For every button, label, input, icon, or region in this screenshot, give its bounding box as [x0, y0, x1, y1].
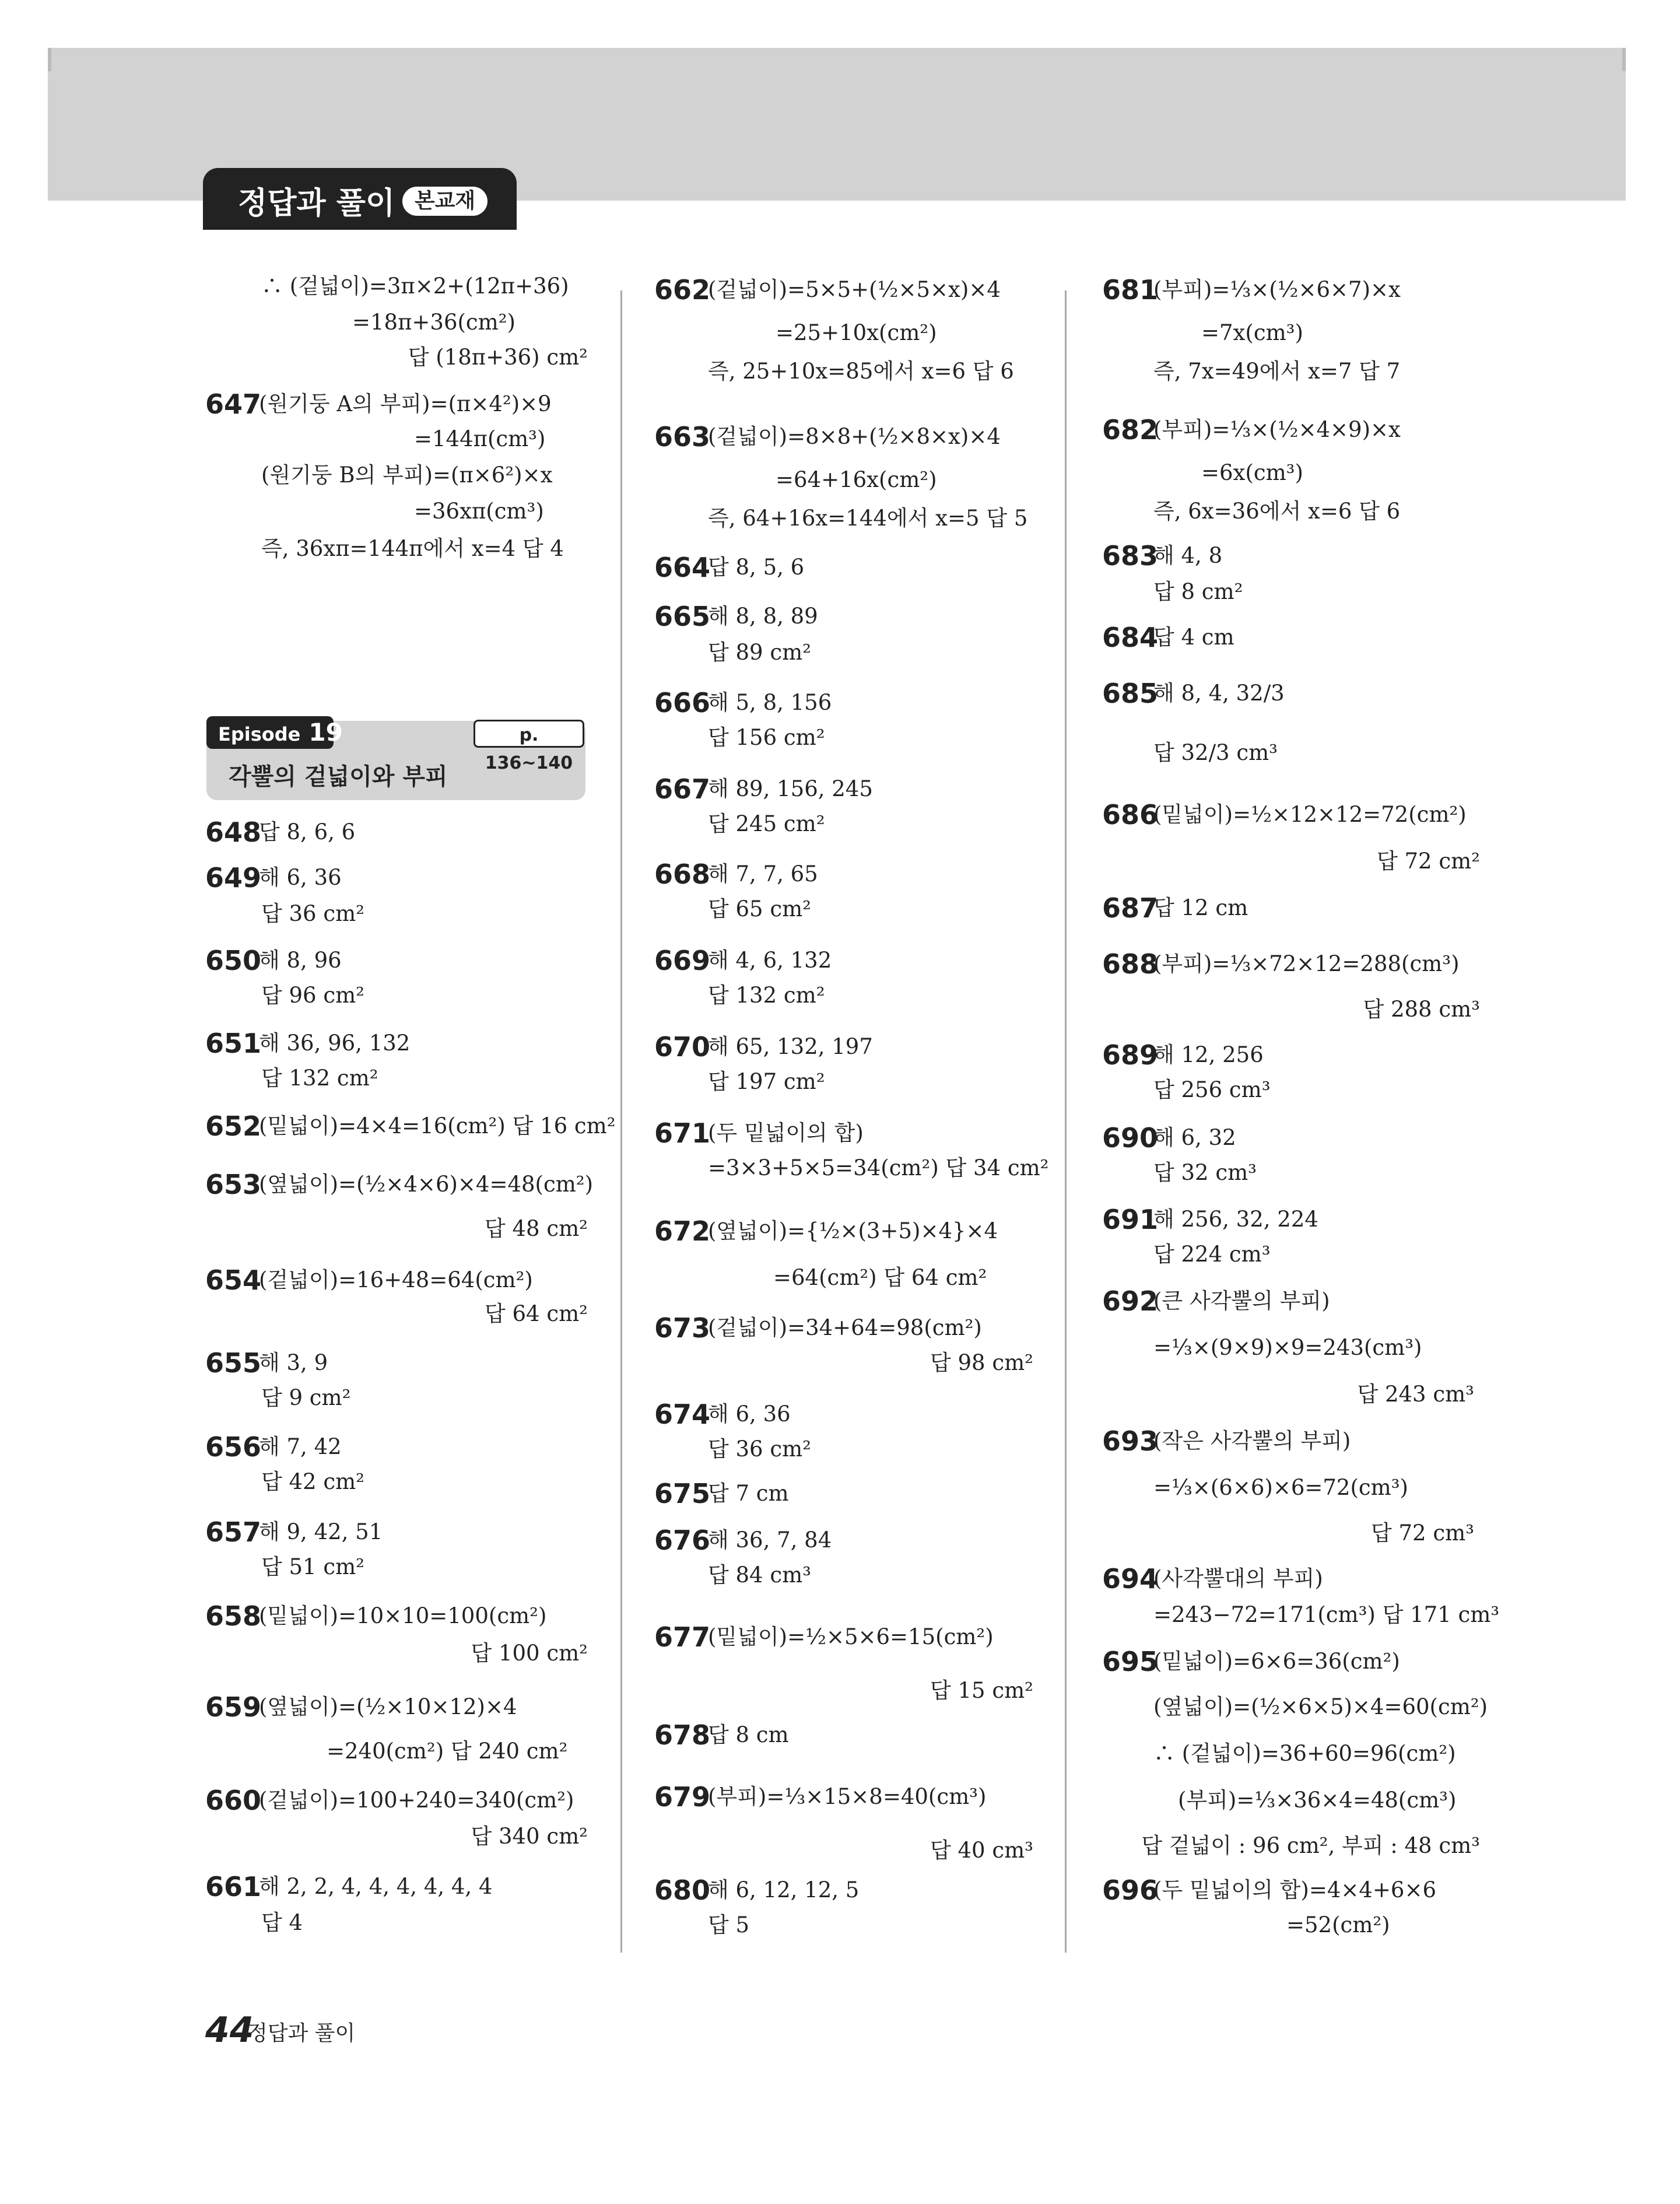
- solution-continuation: 답 64 cm²: [485, 1301, 588, 1326]
- problem-number: 673: [654, 1312, 711, 1344]
- problem-number: 660: [205, 1785, 262, 1816]
- problem-number: 668: [654, 859, 711, 890]
- solution-continuation: 답 51 cm²: [261, 1554, 364, 1579]
- solution-continuation: =6x(cm³): [1201, 460, 1303, 485]
- solution-continuation: 답 9 cm²: [261, 1385, 351, 1410]
- solution-continuation: 답 5: [708, 1912, 750, 1937]
- solution-continuation: (부피)=⅓×36×4=48(cm³): [1178, 1788, 1457, 1813]
- solution-line: (원기둥 A의 부피)=(π×4²)×9: [259, 391, 552, 416]
- problem-number: 694: [1102, 1563, 1159, 1595]
- column-divider: [1065, 290, 1067, 1953]
- solution-continuation: 답 245 cm²: [708, 811, 825, 836]
- problem-number: 672: [654, 1215, 711, 1247]
- solution-line: (부피)=⅓×(½×6×7)×x: [1153, 277, 1401, 302]
- solution-line: 해 6, 36: [259, 865, 342, 890]
- solution-continuation: =243−72=171(cm³) 답 171 cm³: [1153, 1602, 1500, 1627]
- crop-mark: [1622, 48, 1626, 71]
- solution-continuation: =36xπ(cm³): [414, 499, 544, 524]
- solution-line: 답 7 cm: [708, 1481, 789, 1506]
- page-number: 44: [205, 2010, 254, 2051]
- solution-continuation: =240(cm²) 답 240 cm²: [327, 1739, 568, 1764]
- problem-number: 659: [205, 1691, 262, 1723]
- footer-text: 정답과 풀이: [247, 2021, 356, 2045]
- solution-line: 해 256, 32, 224: [1153, 1207, 1318, 1232]
- problem-number: 683: [1102, 540, 1159, 572]
- problem-number: 665: [654, 601, 711, 632]
- solution-line: (옆넓이)={½×(3+5)×4}×4: [708, 1218, 998, 1243]
- problem-number: 655: [205, 1347, 262, 1379]
- problem-number: 648: [205, 817, 262, 848]
- solution-continuation: =18π+36(cm²): [352, 310, 515, 335]
- problem-number: 657: [205, 1516, 262, 1548]
- problem-number: 663: [654, 421, 711, 453]
- problem-number: 682: [1102, 414, 1159, 446]
- solution-continuation: 답 243 cm³: [1357, 1382, 1474, 1407]
- problem-number: 681: [1102, 274, 1159, 306]
- episode-tag: [206, 716, 343, 749]
- problem-number: 661: [205, 1871, 262, 1902]
- solution-continuation: =7x(cm³): [1201, 320, 1303, 345]
- solution-line: 해 12, 256: [1153, 1042, 1264, 1067]
- solution-continuation: 답 4: [261, 1910, 303, 1935]
- solution-continuation: 답 36 cm²: [708, 1436, 811, 1462]
- problem-number: 667: [654, 773, 711, 805]
- solution-continuation: 답 100 cm²: [471, 1641, 588, 1666]
- problem-number: 651: [205, 1028, 262, 1059]
- problem-number: 669: [654, 945, 711, 976]
- solution-continuation: 즉, 64+16x=144에서 x=5 답 5: [708, 506, 1028, 531]
- solution-continuation: 답 8 cm²: [1153, 579, 1243, 604]
- solution-continuation: 답 65 cm²: [708, 896, 811, 921]
- solution-line: 답 12 cm: [1153, 895, 1248, 920]
- tab-notch: [168, 201, 203, 230]
- problem-number: 685: [1102, 678, 1159, 709]
- solution-line: 해 6, 32: [1153, 1125, 1236, 1150]
- solution-continuation: 즉, 7x=49에서 x=7 답 7: [1153, 359, 1401, 384]
- solution-line: 해 4, 8: [1153, 543, 1223, 568]
- solution-line: (두 밑넓이의 합)=4×4+6×6: [1153, 1877, 1437, 1902]
- problem-number: 684: [1102, 622, 1159, 653]
- solution-line: 해 8, 8, 89: [708, 604, 818, 629]
- problem-number: 676: [654, 1525, 711, 1556]
- problem-number: 688: [1102, 948, 1159, 980]
- solution-continuation: 즉, 25+10x=85에서 x=6 답 6: [708, 359, 1014, 384]
- solution-line: 해 8, 96: [259, 948, 342, 973]
- solution-line: (밑넓이)=6×6=36(cm²): [1153, 1649, 1400, 1674]
- problem-number: 658: [205, 1600, 262, 1632]
- solution-line: 해 7, 42: [259, 1434, 342, 1459]
- solution-continuation: 답 96 cm²: [261, 983, 364, 1008]
- problem-number: 696: [1102, 1874, 1159, 1906]
- problem-number: 695: [1102, 1646, 1159, 1677]
- solution-continuation: (원기둥 B의 부피)=(π×6²)×x: [261, 462, 553, 488]
- solution-continuation: 답 32 cm³: [1153, 1160, 1257, 1185]
- solution-continuation: 답 (18π+36) cm²: [408, 345, 588, 370]
- solution-continuation: =64(cm²) 답 64 cm²: [773, 1265, 987, 1290]
- solution-line: (밑넓이)=4×4=16(cm²) 답 16 cm²: [259, 1113, 616, 1138]
- solution-line: (부피)=⅓×(½×4×9)×x: [1153, 417, 1401, 442]
- solution-line: 해 5, 8, 156: [708, 690, 832, 715]
- solution-line: (작은 사각뿔의 부피): [1153, 1428, 1351, 1453]
- solution-line: 해 3, 9: [259, 1350, 328, 1375]
- solution-continuation: 답 256 cm³: [1153, 1077, 1271, 1102]
- problem-number: 686: [1102, 799, 1159, 831]
- solution-line: 해 65, 132, 197: [708, 1034, 873, 1059]
- solution-continuation: (옆넓이)=(½×6×5)×4=60(cm²): [1153, 1694, 1488, 1719]
- solution-line: 해 8, 4, 32/3: [1153, 681, 1285, 706]
- solution-continuation: 답 84 cm³: [708, 1562, 811, 1588]
- problem-number: 680: [654, 1874, 711, 1906]
- solution-continuation: =64+16x(cm²): [776, 467, 937, 492]
- solution-line: (사각뿔대의 부피): [1153, 1566, 1323, 1591]
- problem-number: 675: [654, 1478, 711, 1509]
- page-title: 정답과 풀이: [238, 186, 395, 221]
- solution-continuation: 즉, 6x=36에서 x=6 답 6: [1153, 499, 1401, 524]
- solution-line: 해 6, 36: [708, 1401, 791, 1427]
- episode-pages: p. 136~140: [474, 720, 584, 748]
- solution-line: (겉넓이)=8×8+(½×8×x)×4: [708, 424, 1001, 449]
- problem-number: 664: [654, 552, 711, 583]
- problem-number: 670: [654, 1031, 711, 1063]
- solution-line: (겉넓이)=34+64=98(cm²): [708, 1315, 982, 1340]
- solution-continuation: 답 72 cm²: [1377, 849, 1480, 874]
- episode-label: Episode: [218, 723, 301, 745]
- solution-line: 답 8, 5, 6: [708, 555, 805, 580]
- solution-continuation: =144π(cm³): [414, 426, 546, 451]
- solution-line: 답 8 cm: [708, 1722, 789, 1747]
- crop-mark: [48, 48, 51, 71]
- solution-continuation: =3×3+5×5=34(cm²) 답 34 cm²: [708, 1155, 1049, 1180]
- problem-number: 678: [654, 1719, 711, 1751]
- solution-line: 해 6, 12, 12, 5: [708, 1877, 860, 1902]
- solution-line: 해 2, 2, 4, 4, 4, 4, 4, 4: [259, 1874, 493, 1899]
- episode-title: 각뿔의 겉넓이와 부피: [229, 763, 448, 790]
- solution-continuation: 답 98 cm²: [930, 1350, 1033, 1375]
- problem-number: 654: [205, 1264, 262, 1296]
- solution-line: 해 36, 96, 132: [259, 1031, 411, 1056]
- solution-continuation: ∴ (겉넓이)=36+60=96(cm²): [1153, 1741, 1456, 1766]
- problem-number: 691: [1102, 1204, 1159, 1235]
- problem-number: 674: [654, 1399, 711, 1430]
- solution-continuation: 답 32/3 cm³: [1153, 740, 1278, 765]
- solution-line: 답 4 cm: [1153, 625, 1234, 650]
- column-divider: [620, 290, 622, 1953]
- problem-number: 653: [205, 1169, 262, 1200]
- solution-line: (옆넓이)=(½×10×12)×4: [259, 1694, 517, 1719]
- tab-notch: [517, 201, 552, 230]
- problem-number: 690: [1102, 1122, 1159, 1154]
- solution-line: 해 4, 6, 132: [708, 948, 832, 973]
- episode-number: 19: [308, 718, 343, 747]
- solution-continuation: 답 224 cm³: [1153, 1242, 1271, 1267]
- solution-line: 해 36, 7, 84: [708, 1527, 832, 1553]
- solution-continuation: 답 132 cm²: [708, 983, 825, 1008]
- solution-line: (밑넓이)=½×12×12=72(cm²): [1153, 802, 1467, 827]
- problem-number: 662: [654, 274, 711, 306]
- solution-continuation: 답 89 cm²: [708, 640, 811, 665]
- problem-number: 656: [205, 1431, 262, 1463]
- solution-line: 답 8, 6, 6: [259, 819, 356, 845]
- solution-continuation: 답 40 cm³: [930, 1838, 1033, 1863]
- solution-line: (겉넓이)=16+48=64(cm²): [259, 1267, 533, 1292]
- solution-continuation: 답 288 cm³: [1363, 997, 1480, 1022]
- solution-line: (두 밑넓이의 합): [708, 1120, 864, 1145]
- solution-continuation: =⅓×(9×9)×9=243(cm³): [1153, 1335, 1422, 1360]
- solution-line: (겉넓이)=5×5+(½×5×x)×4: [708, 277, 1001, 302]
- problem-number: 666: [654, 687, 711, 719]
- solution-continuation: ∴ (겉넓이)=3π×2+(12π+36): [261, 274, 569, 299]
- solution-line: (겉넓이)=100+240=340(cm²): [259, 1788, 574, 1813]
- problem-number: 679: [654, 1781, 711, 1813]
- problem-number: 687: [1102, 892, 1159, 924]
- problem-number: 647: [205, 388, 262, 420]
- solution-continuation: 답 132 cm²: [261, 1066, 378, 1091]
- solution-line: 해 7, 7, 65: [708, 861, 818, 886]
- solution-line: 해 9, 42, 51: [259, 1519, 383, 1544]
- solution-line: (옆넓이)=(½×4×6)×4=48(cm²): [259, 1172, 594, 1197]
- solution-continuation: 답 156 cm²: [708, 725, 825, 750]
- problem-number: 692: [1102, 1285, 1159, 1317]
- problem-number: 671: [654, 1117, 711, 1149]
- header-badge: 본교재: [402, 187, 487, 216]
- solution-continuation: =⅓×(6×6)×6=72(cm³): [1153, 1475, 1408, 1500]
- solution-line: (밑넓이)=10×10=100(cm²): [259, 1603, 547, 1628]
- solution-continuation: 답 340 cm²: [471, 1824, 588, 1849]
- problem-number: 693: [1102, 1425, 1159, 1457]
- solution-continuation: 즉, 36xπ=144π에서 x=4 답 4: [261, 536, 564, 561]
- problem-number: 650: [205, 945, 262, 976]
- solution-continuation: 답 36 cm²: [261, 901, 364, 926]
- solution-line: (밑넓이)=½×5×6=15(cm²): [708, 1624, 994, 1649]
- solution-continuation: 답 15 cm²: [930, 1678, 1033, 1703]
- solution-line: (부피)=⅓×72×12=288(cm³): [1153, 951, 1460, 976]
- problem-number: 689: [1102, 1039, 1159, 1071]
- solution-continuation: 답 72 cm³: [1371, 1520, 1474, 1546]
- solution-continuation: =25+10x(cm²): [776, 320, 937, 345]
- problem-number: 649: [205, 862, 262, 893]
- solution-line: (큰 사각뿔의 부피): [1153, 1288, 1330, 1313]
- solution-continuation: 답 48 cm²: [485, 1216, 588, 1241]
- solution-line: 해 89, 156, 245: [708, 776, 873, 801]
- solution-continuation: =52(cm²): [1286, 1912, 1390, 1937]
- problem-number: 677: [654, 1621, 711, 1653]
- solution-continuation: 답 42 cm²: [261, 1469, 364, 1494]
- solution-line: (부피)=⅓×15×8=40(cm³): [708, 1784, 987, 1809]
- solution-continuation: 답 겉넓이 : 96 cm², 부피 : 48 cm³: [1141, 1833, 1480, 1858]
- problem-number: 652: [205, 1110, 262, 1142]
- solution-continuation: 답 197 cm²: [708, 1069, 825, 1094]
